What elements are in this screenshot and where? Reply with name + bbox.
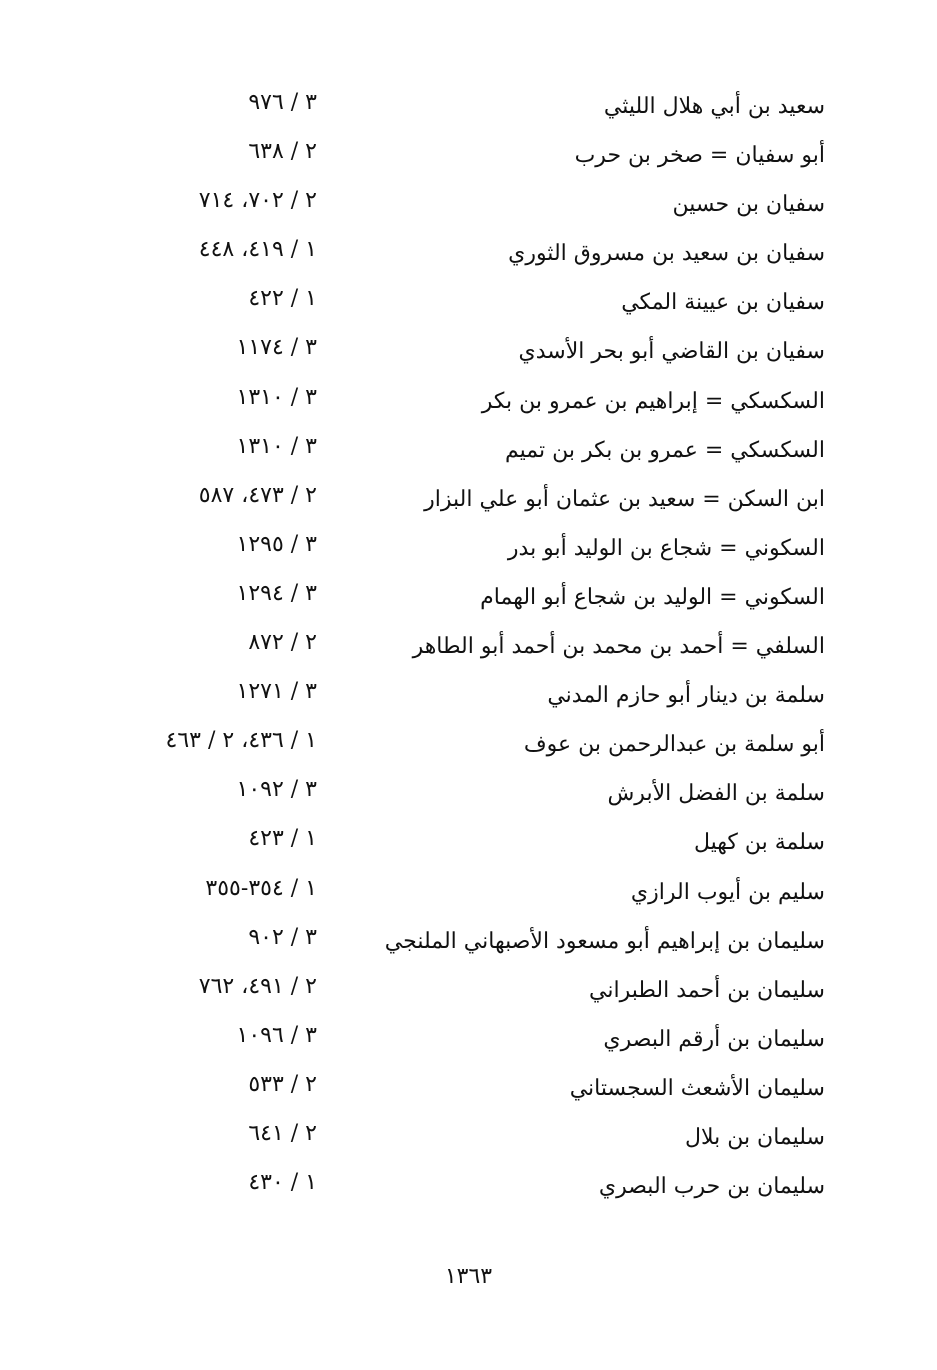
entry-reference: ١ / ٤٢٣ — [248, 826, 317, 852]
entry-reference: ١ / ٤٢٢ — [248, 286, 317, 312]
entry-reference: ٢ / ٤٧٣، ٥٨٧ — [198, 482, 317, 508]
entry-reference: ١ / ٤١٩، ٤٤٨ — [198, 237, 317, 263]
index-entry — [0, 184, 937, 233]
entry-reference: ٢ / ٥٣٣ — [248, 1071, 317, 1097]
entry-name: السلفي = أحمد بن محمد بن أحمد أبو الطاهر — [412, 634, 825, 660]
index-entry — [0, 479, 937, 528]
entry-reference: ١ / ٤٣٠ — [248, 1170, 317, 1196]
entry-reference: ٣ / ١٢٩٤ — [236, 580, 317, 606]
entry-name: سليمان بن إبراهيم أبو مسعود الأصبهاني الملنجي — [384, 928, 825, 954]
index-entry — [0, 1019, 937, 1068]
entry-name: سليمان الأشعث السجستاني — [569, 1075, 825, 1101]
index-entry — [0, 822, 937, 871]
entry-reference: ٢ / ٤٩١، ٧٦٢ — [198, 973, 317, 999]
entry-name: ابن السكن = سعيد بن عثمان أبو علي البزار — [424, 486, 825, 512]
entry-name: سليمان بن حرب البصري — [598, 1174, 825, 1200]
entry-name: سلمة بن الفضل الأبرش — [607, 781, 825, 807]
index-entry — [0, 86, 937, 135]
entry-reference: ٣ / ١١٧٤ — [236, 335, 317, 361]
index-entry — [0, 430, 937, 479]
entry-name: سلمة بن دينار أبو حازم المدني — [547, 683, 825, 709]
index-entry — [0, 1117, 937, 1166]
index-entry — [0, 970, 937, 1019]
entry-reference: ٣ / ١٠٩٢ — [236, 777, 317, 803]
index-entry — [0, 282, 937, 331]
entry-reference: ١ / ٤٣٦، ٢ / ٤٦٣ — [165, 728, 317, 754]
index-entry — [0, 675, 937, 724]
entry-name: أبو سفيان = صخر بن حرب — [574, 143, 825, 169]
entry-name: سعيد بن أبي هلال الليثي — [603, 94, 825, 119]
entry-name: السكوني = الوليد بن شجاع أبو الهمام — [480, 584, 825, 610]
index-entry — [0, 921, 937, 970]
entry-reference: ٣ / ١٠٩٦ — [236, 1022, 317, 1048]
entry-reference: ٣ / ١٣١٠ — [236, 384, 317, 410]
entry-reference: ١ / ٣٥٤-٣٥٥ — [205, 875, 317, 901]
index-entry — [0, 626, 937, 675]
entry-reference: ٢ / ٦٣٨ — [248, 139, 317, 165]
index-entry — [0, 135, 937, 184]
index-entry — [0, 233, 937, 282]
index-entry — [0, 381, 937, 430]
index-entry — [0, 872, 937, 921]
entry-name: سفيان بن حسين — [672, 192, 825, 218]
entry-name: سلمة بن كهيل — [693, 830, 825, 856]
entry-name: سليمان بن أرقم البصري — [603, 1026, 825, 1052]
name-index-list — [0, 86, 937, 1215]
page-number: ١٣٦٣ — [444, 1264, 493, 1289]
entry-name: سفيان بن سعيد بن مسروق الثوري — [508, 241, 825, 267]
entry-reference: ٢ / ٨٧٢ — [248, 630, 317, 656]
index-entry — [0, 1166, 937, 1215]
entry-name: السكسكي = عمرو بن بكر بن تميم — [505, 437, 825, 463]
entry-name: السكسكي = إبراهيم بن عمرو بن بكر — [481, 388, 825, 414]
entry-name: سليمان بن أحمد الطبراني — [589, 977, 825, 1003]
entry-reference: ٢ / ٧٠٢، ٧١٤ — [198, 188, 317, 214]
entry-name: السكوني = شجاع بن الوليد أبو بدر — [507, 535, 825, 561]
entry-reference: ٢ / ٦٤١ — [248, 1120, 317, 1146]
entry-reference: ٣ / ١٣١٠ — [236, 433, 317, 459]
entry-reference: ٣ / ٩٠٢ — [248, 924, 317, 950]
index-entry — [0, 528, 937, 577]
entry-name: سفيان بن عيينة المكي — [621, 290, 825, 316]
index-entry — [0, 577, 937, 626]
entry-name: سفيان بن القاضي أبو بحر الأسدي — [518, 339, 825, 365]
index-entry — [0, 724, 937, 773]
entry-name: سليم بن أيوب الرازي — [630, 879, 825, 905]
entry-name: أبو سلمة بن عبدالرحمن بن عوف — [523, 732, 825, 758]
index-entry — [0, 1068, 937, 1117]
entry-name: سليمان بن بلال — [684, 1124, 825, 1150]
entry-reference: ٣ / ١٢٧١ — [236, 679, 317, 705]
index-entry — [0, 331, 937, 380]
entry-reference: ٣ / ٩٧٦ — [248, 90, 317, 115]
index-entry — [0, 773, 937, 822]
entry-reference: ٣ / ١٢٩٥ — [236, 531, 317, 557]
